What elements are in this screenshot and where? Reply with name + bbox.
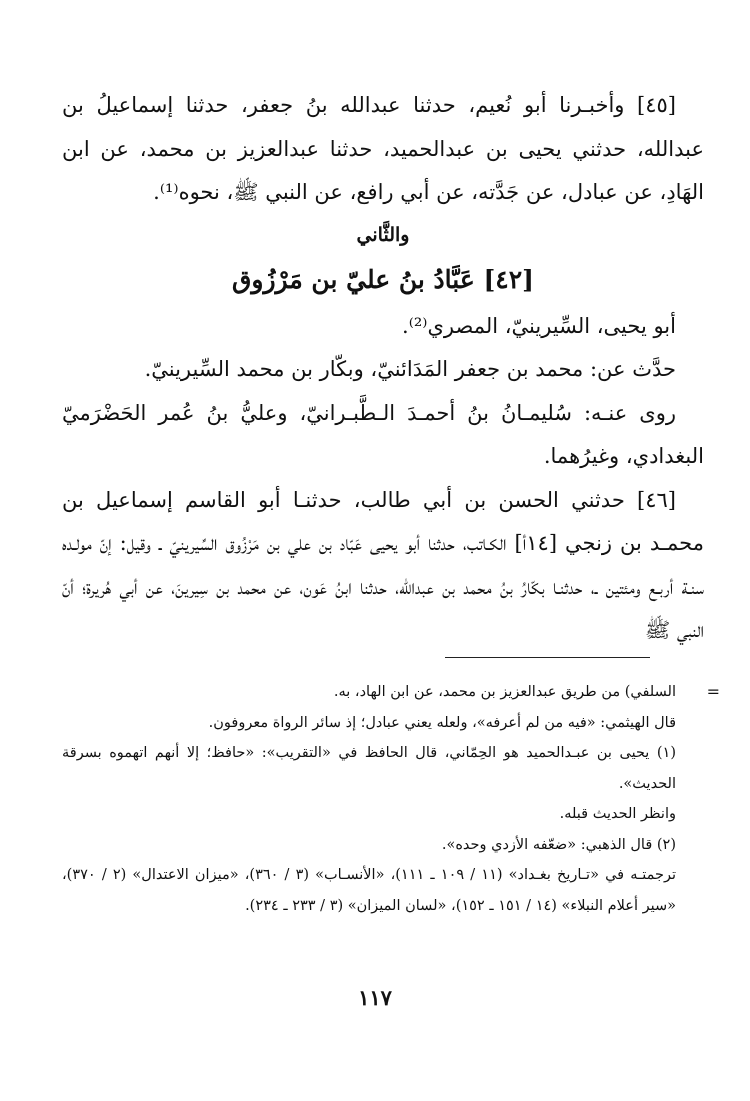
hadith-45: [٤٥] وأخبـرنا أبو نُعيم، حدثنا عبدالله بنُ جعفر، حدثنا إسماعيلُ بن عبدالله، حدثني يحيى بن عبدالحميد، حدثنا عبدالعزيز بن محمد، عن ابن الهَادِ، عن عبادل، عن جَدَّته، عن أبي رافع، عن النبي ﷺ، نحوه⁽¹⁾. [62,93,704,204]
main-text [62,84,704,653]
kunya-line: أبو يحيى، السِّيرينيّ، المصري⁽²⁾. [402,313,676,338]
footnote-separator [445,657,650,658]
footnote-1: (١) يحيى بن عبـدالحميد هو الحِمّاني، قال الحافظ في «التقريب»: «حافظ؛ إلا أنهم اتهموه بسرقة الحديث». [62,745,676,792]
continuation-mark: = [706,682,720,701]
haythami-note: قال الهيثمي: «فيه من لم أعرفه»، ولعله يعني عبادل؛ إذ سائر الرواة معروفون. [208,714,676,731]
page-number: ١١٧ [358,985,392,1010]
footnotes [62,677,720,921]
footnote-2: (٢) قال الذهبي: «ضعّفه الأزدي وحده». [441,836,676,853]
continuation-text: السلفي) من طريق عبدالعزيز بن محمد، عن ابن الهاد، به. [333,684,676,700]
footnote-2-refs: ترجمتـه في «تـاريخ بغـداد» (١١ / ١٠٩ ـ ١١١)، «الأنسـاب» (٣ / ٣٦٠)، «ميزان الاعتدال» (٢ / ٣٧٠)، «سير أعلام النبلاء» (١٤ / ١٥١ ـ ١٥٢)، «لسان الميزان» (٣ / ٢٣٣ ـ ٢٣٤). [62,867,677,914]
footnote-1-see: وانظر الحديث قبله. [559,806,676,822]
footnote-continuation [62,677,720,708]
hadith-46: [٤٦] حدثني الحسن بن أبي طالب، حدثنـا أبو القاسم إسماعيل بن محمـد بن زنجي [١٤أ] الكـاتب، حدثنا أبو يحيى عَبّاد بن علي بن مَرْزُوق السِّيرينيّ ـ وقيل: إنّ مولـده سنـة أربـع ومئتين ـ، حدثنـا بكّارُ بنُ محمد بن عبدالله، حدثنا ابنُ عَون، عن محمد بن سِيرينَ، عن أبي هُريرة؛ أنّ النبي ﷺ [62,487,704,642]
entry-title: [٤٢] عَبَّادُ بنُ عليّ بن مَرْزُوق [232,264,534,294]
rawa-line: روى عنـه: سُليمـانُ بنُ أحمـدَ الـطَّبـرانيّ، وعليُّ بنُ عُمر الحَضْرَميّ البغدادي، وغيرُهما. [62,400,704,468]
section-label: والثَّاني [356,223,410,246]
haddath-line: حدَّث عن: محمد بن جعفر المَدَائنيّ، وبكّار بن محمد السِّيرينيّ. [144,357,676,381]
